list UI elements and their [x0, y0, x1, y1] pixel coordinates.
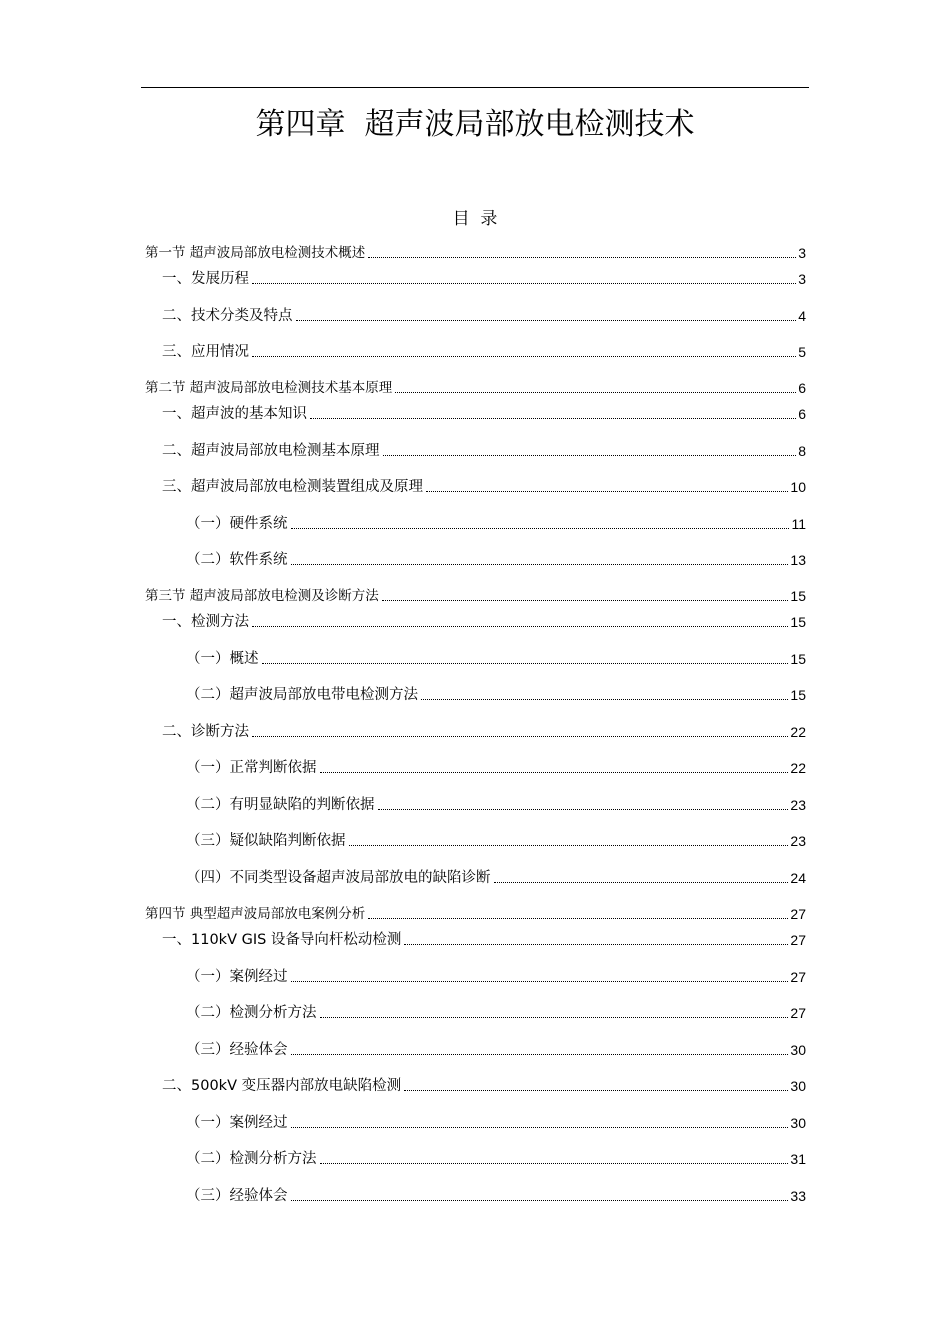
- toc-leader-dots: [421, 699, 788, 700]
- toc-entry-page: 11: [791, 516, 806, 532]
- toc-leader-dots: [252, 736, 788, 737]
- toc-entry-page: 3: [798, 271, 806, 287]
- toc-entry-label: （一）案例经过: [186, 1115, 288, 1131]
- toc-leader-dots: [395, 392, 796, 393]
- toc-entry-label: （一）正常判断依据: [186, 760, 317, 776]
- toc-leader-dots: [320, 1163, 789, 1164]
- toc-entry-label: 第三节 超声波局部放电检测及诊断方法: [145, 588, 379, 604]
- toc-entry-page: 30: [790, 1115, 806, 1131]
- toc-entry-page: 5: [798, 344, 806, 360]
- toc-entry-page: 10: [790, 479, 806, 495]
- toc-entry-page: 30: [790, 1078, 806, 1094]
- toc-entry-label: 一、超声波的基本知识: [162, 406, 307, 422]
- toc-entry[interactable]: [162, 722, 806, 742]
- toc-entry-page: 30: [790, 1042, 806, 1058]
- toc-entry[interactable]: [162, 1076, 806, 1096]
- toc-entry-label: 第二节 超声波局部放电检测技术基本原理: [145, 380, 393, 396]
- toc-entry-page: 27: [790, 1005, 806, 1021]
- toc-entry-page: 13: [790, 552, 806, 568]
- toc-heading: 目 录: [452, 209, 498, 229]
- toc-leader-dots: [291, 981, 789, 982]
- toc-entry-label: 三、应用情况: [162, 344, 249, 360]
- toc-entry[interactable]: [186, 967, 806, 987]
- toc-entry[interactable]: [186, 649, 806, 669]
- toc-leader-dots: [252, 283, 796, 284]
- toc-leader-dots: [404, 1090, 788, 1091]
- toc-entry-page: 27: [790, 906, 806, 922]
- toc-entry-label: 第一节 超声波局部放电检测技术概述: [145, 245, 366, 261]
- toc-entry-label: 一、检测方法: [162, 614, 249, 630]
- chapter-title: 第四章 超声波局部放电检测技术: [255, 107, 695, 142]
- toc-entry-page: 33: [790, 1188, 806, 1204]
- toc-leader-dots: [378, 809, 789, 810]
- toc-entry[interactable]: [186, 831, 806, 851]
- toc-leader-dots: [291, 1127, 789, 1128]
- toc-entry[interactable]: [162, 269, 806, 289]
- toc-entry[interactable]: [186, 868, 806, 888]
- toc-entry[interactable]: [162, 441, 806, 461]
- toc-entry-label: （三）经验体会: [186, 1042, 288, 1058]
- toc-leader-dots: [262, 663, 789, 664]
- toc-entry-page: 27: [790, 932, 806, 948]
- toc-leader-dots: [291, 528, 790, 529]
- toc-entry-page: 23: [790, 797, 806, 813]
- toc-entry-page: 22: [790, 760, 806, 776]
- toc-entry[interactable]: [186, 1186, 806, 1206]
- toc-entry-label: 一、110kV GIS 设备导向杆松动检测: [162, 932, 402, 948]
- toc-entry-page: 8: [798, 443, 806, 459]
- toc-entry-page: 15: [790, 687, 806, 703]
- toc-entry[interactable]: [186, 1149, 806, 1169]
- toc-leader-dots: [368, 918, 788, 919]
- toc-leader-dots: [494, 882, 789, 883]
- toc-leader-dots: [349, 845, 789, 846]
- toc-entry-label: 三、超声波局部放电检测装置组成及原理: [162, 479, 423, 495]
- toc-entry[interactable]: [162, 404, 806, 424]
- toc-entry-label: （二）有明显缺陷的判断依据: [186, 797, 375, 813]
- toc-entry[interactable]: [162, 477, 806, 497]
- toc-entry-page: 15: [790, 614, 806, 630]
- toc-entry[interactable]: [162, 930, 806, 950]
- toc-entry-label: （二）检测分析方法: [186, 1005, 317, 1021]
- toc-entry[interactable]: [145, 586, 806, 606]
- toc-leader-dots: [426, 491, 788, 492]
- toc-entry-page: 22: [790, 724, 806, 740]
- toc-entry-label: （一）案例经过: [186, 969, 288, 985]
- toc-entry[interactable]: [186, 514, 806, 534]
- toc-leader-dots: [310, 418, 796, 419]
- toc-entry[interactable]: [186, 685, 806, 705]
- toc-entry-label: 二、超声波局部放电检测基本原理: [162, 443, 380, 459]
- toc-entry[interactable]: [145, 378, 806, 398]
- toc-entry-page: 4: [798, 308, 806, 324]
- toc-entry-label: （三）经验体会: [186, 1188, 288, 1204]
- toc-entry-page: 15: [790, 651, 806, 667]
- toc-leader-dots: [291, 1054, 789, 1055]
- toc-entry-page: 31: [790, 1151, 806, 1167]
- toc-entry-label: （二）超声波局部放电带电检测方法: [186, 687, 418, 703]
- toc-entry-label: （一）概述: [186, 651, 259, 667]
- toc-entry[interactable]: [162, 342, 806, 362]
- toc-entry[interactable]: [186, 758, 806, 778]
- toc-entry-label: （三）疑似缺陷判断依据: [186, 833, 346, 849]
- toc-leader-dots: [382, 600, 789, 601]
- toc-entry[interactable]: [186, 550, 806, 570]
- toc-leader-dots: [383, 455, 797, 456]
- toc-entry-page: 23: [790, 833, 806, 849]
- toc-entry[interactable]: [186, 795, 806, 815]
- toc-entry-label: 二、500kV 变压器内部放电缺陷检测: [162, 1078, 402, 1094]
- toc-entry[interactable]: [145, 904, 806, 924]
- toc-leader-dots: [368, 257, 796, 258]
- toc-entry-label: 第四节 典型超声波局部放电案例分析: [145, 906, 366, 922]
- toc-entry[interactable]: [186, 1113, 806, 1133]
- toc-entry-label: 二、技术分类及特点: [162, 308, 293, 324]
- toc-entry-label: （四）不同类型设备超声波局部放电的缺陷诊断: [186, 870, 491, 886]
- toc-entry-page: 15: [790, 588, 806, 604]
- toc-entry-label: 一、发展历程: [162, 271, 249, 287]
- toc-entry-page: 6: [798, 406, 806, 422]
- toc-leader-dots: [291, 1200, 789, 1201]
- toc-entry-label: （一）硬件系统: [186, 516, 288, 532]
- toc-leader-dots: [320, 772, 789, 773]
- toc-entry-page: 24: [790, 870, 806, 886]
- toc-leader-dots: [252, 356, 796, 357]
- toc-entry-label: 二、诊断方法: [162, 724, 249, 740]
- toc-entry[interactable]: [186, 1040, 806, 1060]
- toc-entry-page: 6: [798, 380, 806, 396]
- toc-leader-dots: [291, 564, 789, 565]
- toc-leader-dots: [296, 320, 797, 321]
- toc-entry-label: （二）检测分析方法: [186, 1151, 317, 1167]
- toc-leader-dots: [404, 944, 788, 945]
- toc-entry-label: （二）软件系统: [186, 552, 288, 568]
- toc-entry[interactable]: [145, 243, 806, 263]
- toc-entry[interactable]: [186, 1003, 806, 1023]
- toc-entry[interactable]: [162, 306, 806, 326]
- toc-entry[interactable]: [162, 612, 806, 632]
- toc-leader-dots: [252, 626, 788, 627]
- toc-entry-page: 27: [790, 969, 806, 985]
- toc-entry-page: 3: [798, 245, 806, 261]
- toc-leader-dots: [320, 1017, 789, 1018]
